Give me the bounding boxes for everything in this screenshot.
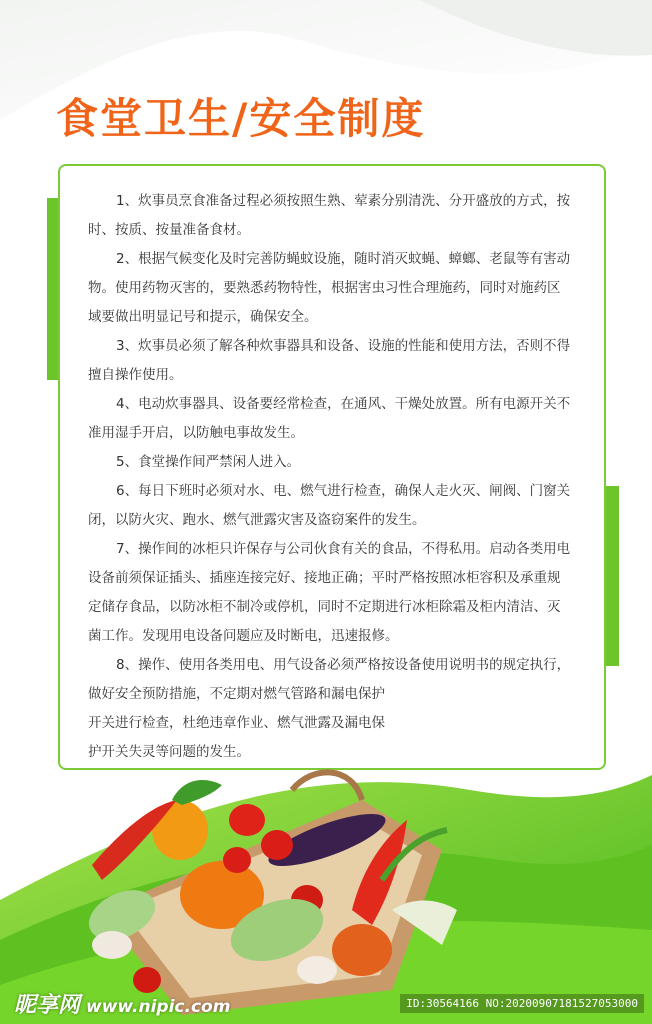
rule-line: 准用湿手开启，以防触电事故发生。 bbox=[88, 425, 304, 441]
rule-line: 做好安全预防措施，不定期对燃气管路和漏电保护 bbox=[88, 686, 385, 702]
rule-line: 时、按质、按量准备食材。 bbox=[88, 222, 250, 238]
rule-item bbox=[88, 245, 593, 332]
rule-line: 闭，以防火灾、跑水、燃气泄露灾害及盗窃案件的发生。 bbox=[88, 512, 426, 528]
rule-line: 设备前须保证插头、插座连接完好、接地正确；平时严格按照冰柜容积及承重规 bbox=[88, 570, 561, 586]
left-accent-bar bbox=[47, 198, 58, 380]
rule-line bbox=[88, 187, 593, 216]
right-accent-bar bbox=[606, 486, 619, 666]
image-id-label: ID:30564166 NO:20200907181527053000 bbox=[400, 994, 644, 1013]
rule-line bbox=[88, 535, 593, 564]
rule-text: 1、炊事员烹食准备过程必须按照生熟、荤素分别清洗、分开盛放的方式，按 bbox=[116, 193, 571, 209]
rule-item bbox=[88, 448, 593, 477]
rule-line bbox=[88, 477, 593, 506]
rule-line bbox=[88, 448, 593, 477]
rule-text: 3、炊事员必须了解各种炊事器具和设备、设施的性能和使用方法，否则不得 bbox=[116, 338, 571, 354]
rule-text: 6、每日下班时必须对水、电、燃气进行检查，确保人走火灭、闸阀、门窗关 bbox=[116, 483, 571, 499]
rule-text: 5、食堂操作间严禁闲人进入。 bbox=[116, 454, 301, 470]
rule-item bbox=[88, 187, 593, 245]
rule-item bbox=[88, 332, 593, 390]
rule-text: 7、操作间的冰柜只许保存与公司伙食有关的食品，不得私用。启动各类用电 bbox=[116, 541, 571, 557]
rule-line bbox=[88, 390, 593, 419]
rule-item bbox=[88, 477, 593, 535]
rule-line bbox=[88, 332, 593, 361]
rule-text: 2、根据气候变化及时完善防蝇蚊设施，随时消灭蚊蝇、蟑螂、老鼠等有害动 bbox=[116, 251, 571, 267]
rule-line: 域要做出明显记号和提示，确保安全。 bbox=[88, 309, 318, 325]
watermark-url: www.nipic.com bbox=[86, 997, 231, 1017]
rule-line: 护开关失灵等问题的发生。 bbox=[88, 744, 250, 760]
rule-line: 物。使用药物灭害的，要熟悉药物特性，根据害虫习性合理施药，同时对施药区 bbox=[88, 280, 561, 296]
rule-item bbox=[88, 535, 593, 651]
rule-line: 定储存食品，以防冰柜不制冷或停机，同时不定期进行冰柜除霜及柜内清洁、灭 bbox=[88, 599, 561, 615]
rule-line: 开关进行检查，杜绝违章作业、燃气泄露及漏电保 bbox=[88, 715, 385, 731]
rules-list bbox=[88, 187, 593, 767]
watermark-logo bbox=[14, 988, 230, 1019]
rule-line bbox=[88, 245, 593, 274]
rule-line: 擅自操作使用。 bbox=[88, 367, 183, 383]
watermark-brand: 昵享网 bbox=[14, 993, 81, 1018]
page-title: 食堂卫生/安全制度 bbox=[56, 94, 426, 143]
rule-text: 8、操作、使用各类用电、用气设备必须严格按设备使用说明书的规定执行， bbox=[116, 657, 571, 673]
rule-text: 4、电动炊事器具、设备要经常检查，在通风、干燥处放置。所有电源开关不 bbox=[116, 396, 571, 412]
rule-item bbox=[88, 390, 593, 448]
vegetable-basket-illustration bbox=[62, 760, 482, 1020]
rule-item bbox=[88, 651, 593, 767]
rule-line: 菌工作。发现用电设备问题应及时断电，迅速报修。 bbox=[88, 628, 399, 644]
rule-line bbox=[88, 651, 593, 680]
